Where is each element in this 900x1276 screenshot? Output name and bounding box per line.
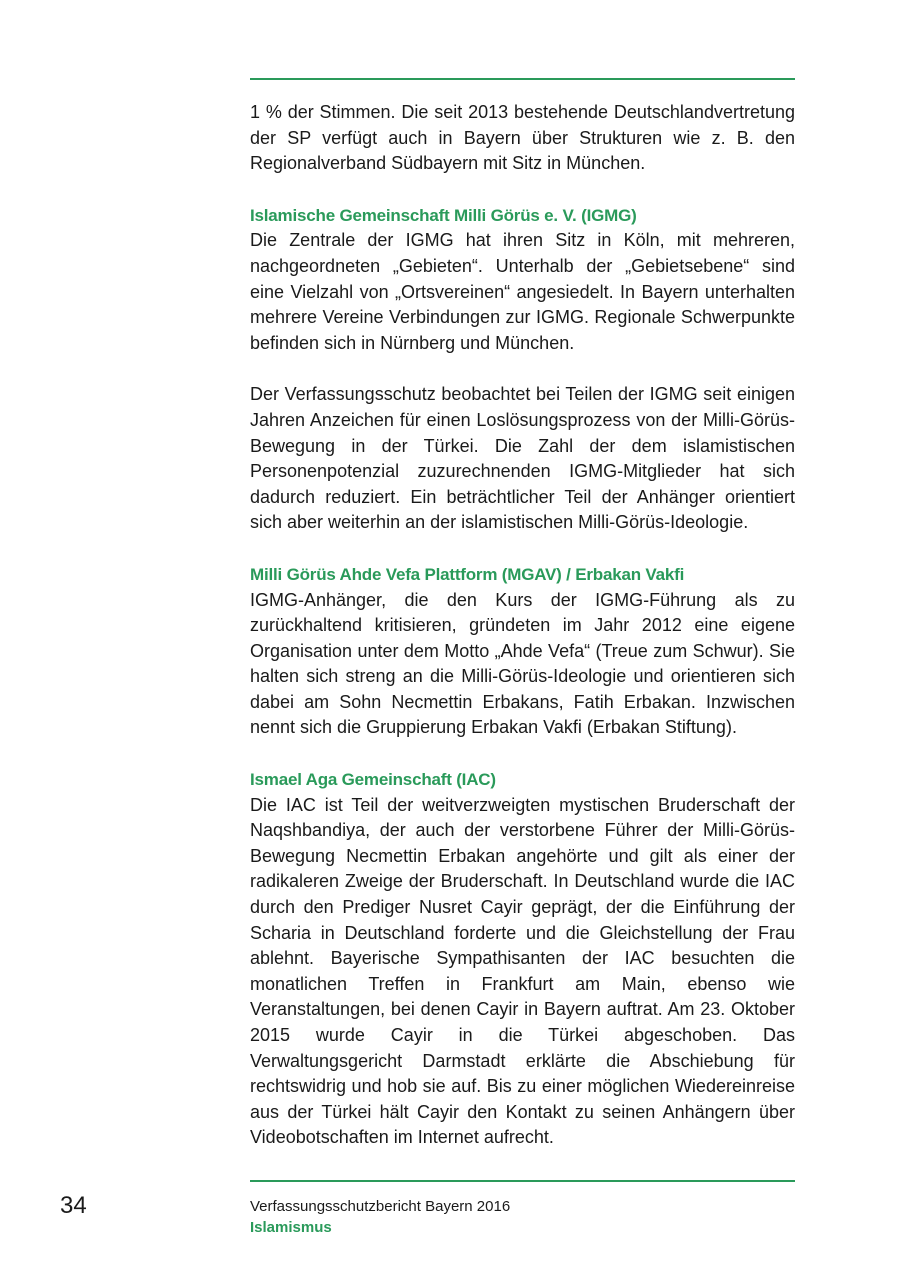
footer-section-name: Islamismus <box>250 1219 332 1236</box>
top-rule <box>250 78 795 80</box>
heading-iac: Ismael Aga Gemeinschaft (IAC) <box>250 770 496 790</box>
page-body <box>250 100 795 1151</box>
iac-paragraph: Die IAC ist Teil der weitverzweigten mystischen Bruderschaft der Naqshbandiya, der auch der verstorbene Führer der Milli-Görüs-Bewegung Necmettin Erbakan angehörte und gilt als einer der radikaleren Zweige der Bruderschaft. In Deutschland wurde die IAC durch den Prediger Nusret Cayir geprägt, der die Einführung der Scharia in Deutschland forderte und die Gleichstellung der Frau ablehnt. Bayerische Sympathisanten der IAC besuchten die monatlichen Treffen in Frankfurt am Main, ebenso wie Veranstaltungen, bei denen Cayir in Bayern auftrat. Am 23. Oktober 2015 wurde Cayir in die Türkei abgeschoben. Das Verwaltungsgericht Darmstadt erklärte die Abschiebung für rechtswidrig und hob sie auf. Bis zu einer möglichen Wiedereinreise aus der Türkei hält Cayir den Kontakt zu seinen Anhängern über Videobotschaften im Internet aufrecht. <box>250 794 795 1148</box>
bottom-rule <box>250 1180 795 1182</box>
intro-paragraph: 1 % der Stimmen. Die seit 2013 bestehende Deutschlandvertretung der SP verfügt auch in Bayern über Strukturen wie z. B. den Regionalverband Südbayern mit Sitz in München. <box>250 102 795 174</box>
igmg-paragraph-2: Der Verfassungsschutz beobachtet bei Teilen der IGMG seit einigen Jahren Anzeichen für einen Loslösungsprozess von der Milli-Görüs-Bewegung in der Türkei. Die Zahl der dem islamistischen Personenpotenzial zuzurechnenden IGMG-Mitglieder hat sich dadurch reduziert. Ein beträchtlicher Teil der Anhänger orientiert sich aber weiterhin an der islamistischen Milli-Görüs-Ideologie. <box>250 384 795 533</box>
footer <box>250 1196 510 1238</box>
igmg-paragraph-1: Die Zentrale der IGMG hat ihren Sitz in Köln, mit mehreren, nachgeordneten „Gebieten“. Unterhalb der „Gebietsebene“ sind eine Vielzahl von „Ortsvereinen“ angesiedelt. In Bayern unterhalten mehrere Vereine Verbindungen zur IGMG. Regionale Schwerpunkte befinden sich in Nürnberg und München. <box>250 230 795 353</box>
heading-mgav: Milli Görüs Ahde Vefa Plattform (MGAV) / Erbakan Vakfi <box>250 564 685 584</box>
mgav-paragraph: IGMG-Anhänger, die den Kurs der IGMG-Führung als zu zurückhaltend kritisieren, gründeten im Jahr 2012 eine eigene Organisation unter dem Motto „Ahde Vefa“ (Treue zum Schwur). Sie halten sich streng an die Milli-Görüs-Ideologie und orientieren sich dabei am Sohn Necmettin Erbakans, Fatih Erbakan. Inzwischen nennt sich die Gruppierung Erbakan Vakfi (Erbakan Stiftung). <box>250 589 795 738</box>
page-number: 34 <box>60 1192 87 1219</box>
heading-igmg: Islamische Gemeinschaft Milli Görüs e. V. (IGMG) <box>250 205 637 225</box>
footer-report-title: Verfassungsschutzbericht Bayern 2016 <box>250 1198 511 1215</box>
